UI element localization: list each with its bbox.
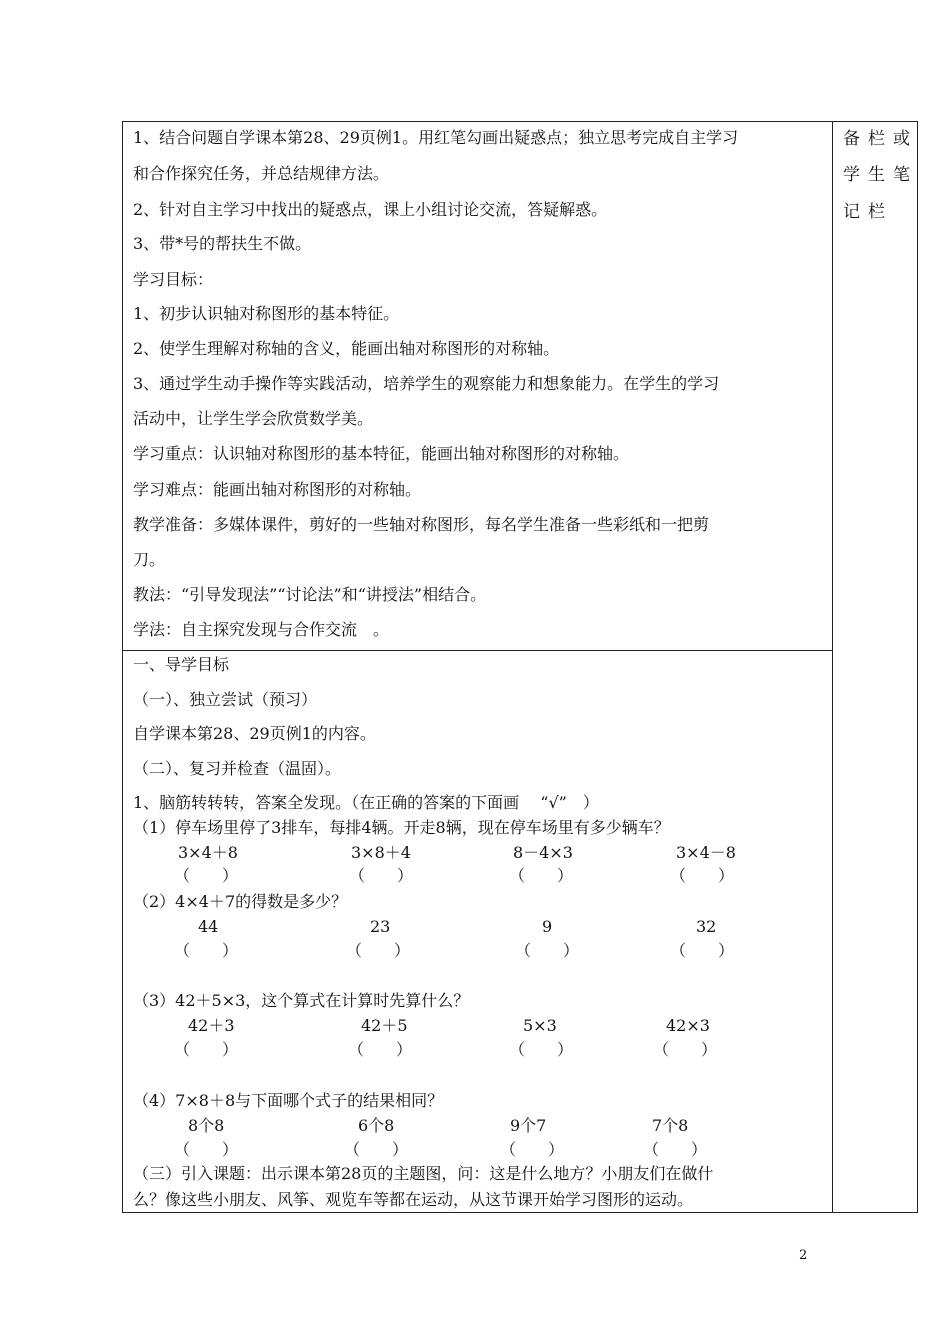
text-line: 教学准备：多媒体课件，剪好的一些轴对称图形，每名学生准备一些彩纸和一把剪 (133, 515, 710, 534)
option: 3×4－8 (676, 843, 736, 862)
answer-blank[interactable]: （ ） (653, 1040, 718, 1059)
option: 42＋5 (361, 1016, 408, 1035)
answer-blank[interactable]: （ ） (174, 1040, 239, 1059)
text-line: （二）、复习并检查（温固）。 (133, 759, 342, 778)
answer-blank[interactable]: （ ） (670, 866, 735, 885)
text-line: 活动中，让学生学会欣赏数学美。 (133, 409, 374, 428)
text-line: 3、通过学生动手操作等实践活动，培养学生的观察能力和想象能力。在学生的学习 (133, 374, 720, 393)
answer-blank[interactable]: （ ） (348, 1040, 413, 1059)
option: 6个8 (358, 1116, 395, 1135)
answer-blank[interactable]: （ ） (670, 941, 735, 960)
option: 3×8＋4 (351, 843, 411, 862)
question-2: （2）4×4＋7的得数是多少？ (133, 892, 348, 911)
option: 42＋3 (188, 1016, 235, 1035)
answer-blank[interactable]: （ ） (509, 1040, 574, 1059)
text-line: 1、结合问题自学课本第28、29页例1。用红笔勾画出疑惑点；独立思考完成自主学习 (133, 128, 739, 147)
side-note-label: 备栏或 (843, 129, 918, 149)
answer-blank[interactable]: （ ） (643, 1140, 708, 1159)
answer-blank[interactable]: （ ） (509, 866, 574, 885)
text-line: 学习难点：能画出轴对称图形的对称轴。 (133, 480, 422, 499)
text-line: 学习重点：认识轴对称图形的基本特征，能画出轴对称图形的对称轴。 (133, 444, 630, 463)
answer-blank[interactable]: （ ） (344, 1140, 409, 1159)
heading-learning-goals: 学习目标： (133, 270, 214, 289)
text-line: 和合作探究任务，并总结规律方法。 (133, 164, 390, 183)
answer-blank[interactable]: （ ） (174, 1140, 239, 1159)
question-3: （3）42＋5×3，这个算式在计算时先算什么？ (133, 991, 470, 1010)
text-line: 3、带*号的帮扶生不做。 (133, 234, 312, 253)
question-4: （4）7×8＋8与下面哪个式子的结果相同？ (133, 1091, 444, 1110)
table-divider-vertical-top (832, 121, 833, 651)
text-line: 1、初步认识轴对称图形的基本特征。 (133, 304, 400, 323)
page-number: 2 (799, 1248, 808, 1263)
question-1: （1）停车场里停了3排车，每排4辆。开走8辆，现在停车场里有多少辆车？ (133, 818, 670, 837)
text-line: 2、使学生理解对称轴的含义，能画出轴对称图形的对称轴。 (133, 339, 560, 358)
option: 8－4×3 (513, 843, 573, 862)
answer-blank[interactable]: （ ） (174, 866, 239, 885)
table-divider-horizontal (122, 650, 833, 651)
table-divider-vertical-bottom (832, 650, 833, 1213)
side-note-label: 学生笔 (843, 165, 918, 185)
option: 9个7 (510, 1116, 547, 1135)
answer-blank[interactable]: （ ） (349, 866, 414, 885)
text-line: 1、脑筋转转转，答案全发现。（在正确的答案的下面画 “√” ） (133, 793, 599, 812)
answer-blank[interactable]: （ ） (500, 1140, 565, 1159)
text-line: 么？像这些小朋友、风筝、观览车等都在运动，从这节课开始学习图形的运动。 (133, 1190, 694, 1209)
side-note-label: 记栏 (843, 202, 893, 222)
text-line: 2、针对自主学习中找出的疑惑点，课上小组讨论交流，答疑解惑。 (133, 200, 608, 219)
option: 32 (696, 917, 717, 936)
option: 9 (542, 917, 553, 936)
option: 44 (198, 917, 219, 936)
option: 42×3 (666, 1016, 710, 1035)
option: 3×4＋8 (178, 843, 238, 862)
option: 23 (370, 917, 391, 936)
section-heading: 一、导学目标 (133, 655, 230, 674)
option: 7个8 (652, 1116, 689, 1135)
text-line: 学法：自主探究发现与合作交流 。 (133, 620, 390, 639)
text-line: （三）引入课题：出示课本第28页的主题图，问：这是什么地方？小朋友们在做什 (133, 1164, 714, 1183)
answer-blank[interactable]: （ ） (346, 941, 411, 960)
text-line: 刀。 (133, 550, 166, 569)
answer-blank[interactable]: （ ） (515, 941, 580, 960)
text-line: （一）、独立尝试（预习） (133, 690, 318, 709)
option: 5×3 (523, 1016, 557, 1035)
text-line: 教法：“引导发现法”“讨论法”和“讲授法”相结合。 (133, 585, 487, 604)
option: 8个8 (188, 1116, 225, 1135)
text-line: 自学课本第28、29页例1的内容。 (133, 724, 376, 743)
answer-blank[interactable]: （ ） (174, 941, 239, 960)
